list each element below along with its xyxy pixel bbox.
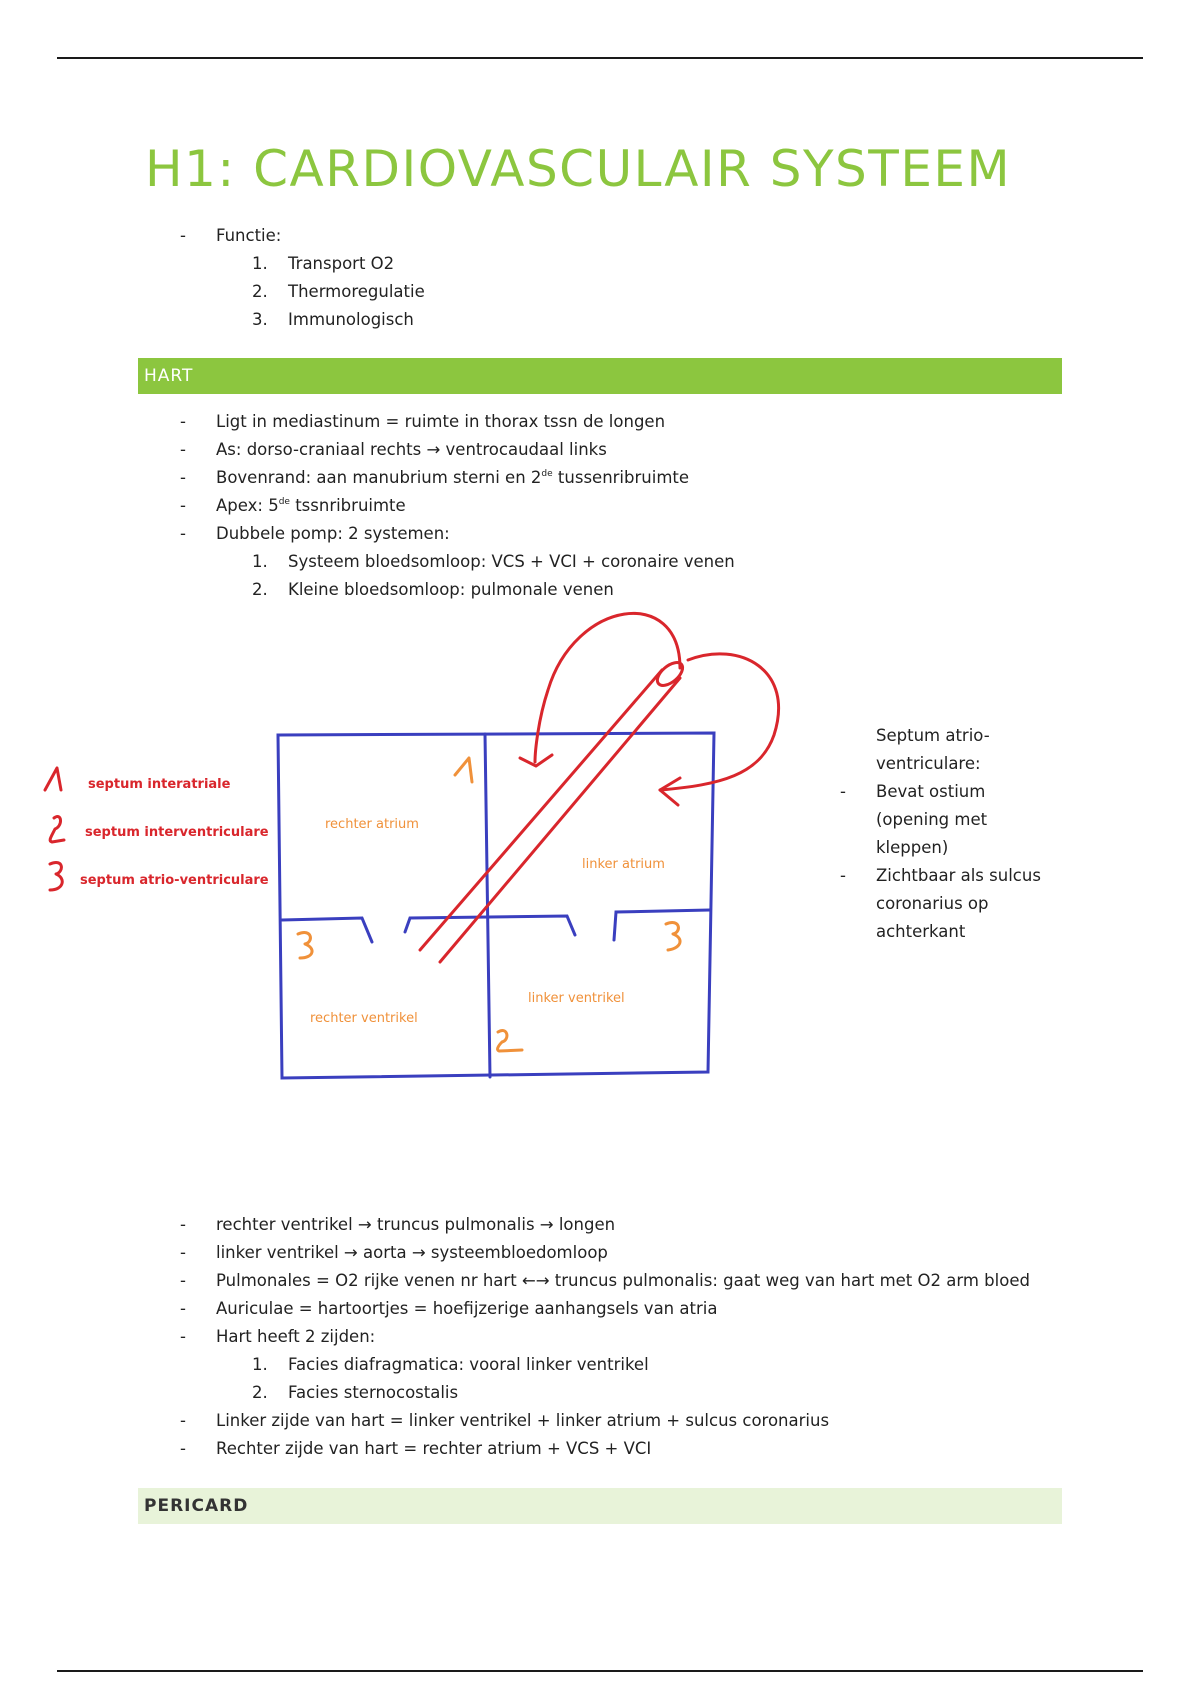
hart-list (0, 408, 1200, 604)
mark-1 (455, 758, 472, 782)
list-item: - linker ventrikel → aorta → systeembloedomloop (180, 1243, 608, 1262)
chamber-label-rechter-atrium: rechter atrium (325, 817, 419, 832)
list-item: - Auriculae = hartoortjes = hoefijzerige aanhangsels van atria (180, 1299, 718, 1318)
list-item: - Linker zijde van hart = linker ventrikel + linker atrium + sulcus coronarius (180, 1411, 830, 1430)
legend-num-1 (45, 768, 61, 790)
flow-curve-right (660, 654, 779, 790)
heart-box (278, 733, 714, 1078)
bottom-rule (57, 1670, 1143, 1672)
list-item: 2. Facies sternocostalis (252, 1383, 459, 1402)
list-item: - As: dorso-craniaal rechts → ventrocaudaal links (180, 440, 607, 459)
page-title: H1: CARDIOVASCULAIR SYSTEEM (145, 140, 1012, 198)
legend-num-3 (50, 863, 62, 890)
mark-3-right (666, 923, 680, 950)
list-item: 1. Systeem bloedsomloop: VCS + VCI + coronaire venen (252, 552, 735, 571)
septum-av-left-line (282, 918, 372, 942)
outer-box-line (278, 733, 714, 1078)
list-item: - Ligt in mediastinum = ruimte in thorax tssn de longen (180, 412, 666, 431)
septum-av-right-line (614, 910, 710, 940)
vessel-line-b (440, 678, 680, 962)
list-item: - Rechter zijde van hart = rechter atrium + VCS + VCI (180, 1439, 652, 1458)
list-item: - Apex: 5de tssnribruimte (180, 496, 406, 515)
mark-3-left (298, 933, 312, 958)
list-item: - Dubbele pomp: 2 systemen: (180, 524, 450, 543)
septum-av-mid-line (405, 916, 575, 935)
section-heading-hart: HART (138, 358, 1062, 394)
section-heading-pericard: PERICARD (138, 1488, 1062, 1524)
legend-label-3: septum atrio-ventriculare (80, 873, 269, 888)
list-item: 1. Facies diafragmatica: vooral linker ventrikel (252, 1355, 649, 1374)
flow-curve-left (535, 613, 680, 762)
vessel-opening (653, 658, 686, 690)
chamber-label-linker-atrium: linker atrium (582, 857, 665, 872)
legend-num-2 (50, 817, 64, 842)
chamber-label-linker-ventrikel: linker ventrikel (528, 991, 625, 1006)
list-item: - Pulmonales = O2 rijke venen nr hart ←→ truncus pulmonalis: gaat weg van hart met O2 arm bloed (180, 1271, 1030, 1290)
list-item: - Bovenrand: aan manubrium sterni en 2de tussenribruimte (180, 468, 690, 487)
legend-label-1: septum interatriale (88, 777, 231, 792)
top-rule (57, 57, 1143, 59)
flow-arrowhead-right (660, 778, 680, 805)
chamber-label-rechter-ventrikel: rechter ventrikel (310, 1011, 418, 1026)
list-item: - Hart heeft 2 zijden: (180, 1327, 376, 1346)
list-item: 1. Transport O2 (252, 254, 395, 273)
mark-2 (498, 1031, 522, 1051)
functie-list (0, 222, 1200, 334)
heart-diagram (30, 610, 790, 1090)
list-item: - Functie: (180, 226, 282, 245)
list-item: 2. Thermoregulatie (252, 282, 425, 301)
legend-label-2: septum interventriculare (85, 825, 269, 840)
list-item: - rechter ventrikel → truncus pulmonalis → longen (180, 1215, 616, 1234)
hart-details-list (0, 1211, 1200, 1463)
list-item: 3. Immunologisch (252, 310, 414, 329)
list-item: 2. Kleine bloedsomloop: pulmonale venen (252, 580, 614, 599)
